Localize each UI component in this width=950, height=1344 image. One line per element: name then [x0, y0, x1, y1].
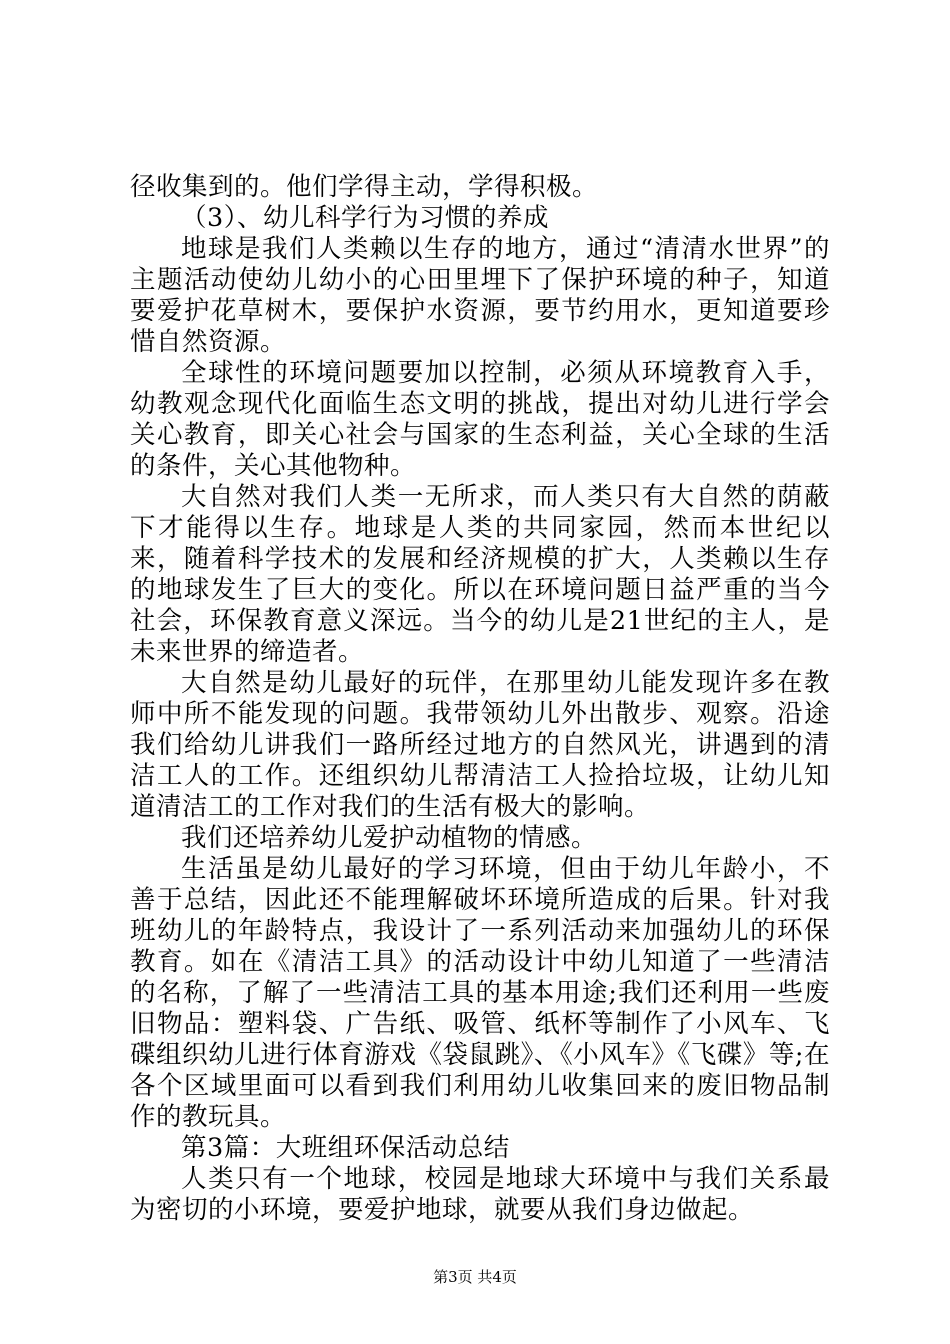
- section-heading: （3）、幼儿科学行为习惯的养成: [181, 203, 549, 233]
- paragraph: 我们还培养幼儿爱护动植物的情感。: [181, 823, 598, 853]
- paragraph: 大自然是幼儿最好的玩伴，在那里幼儿能发现许多在教师中所不能发现的问题。我带领幼儿外出散步、观察。沿途我们给幼儿讲我们一路所经过地方的自然风光，讲遇到的清洁工人的工作。还组织幼儿帮清洁工人捡拾垃圾，让幼儿知道清洁工的工作对我们的生活有极大的影响。: [130, 668, 830, 822]
- paragraph: 全球性的环境问题要加以控制，必须从环境教育入手，幼教观念现代化面临生态文明的挑战，提出对幼儿进行学会关心教育，即关心社会与国家的生态利益，关心全球的生活的条件，关心其他物种。: [130, 358, 830, 481]
- article-heading: 第3篇：大班组环保活动总结: [181, 1133, 510, 1163]
- paragraph: 大自然对我们人类一无所求，而人类只有大自然的荫蔽下才能得以生存。地球是人类的共同家园，然而本世纪以来，随着科学技术的发展和经济规模的扩大，人类赖以生存的地球发生了巨大的变化。所以在环境问题日益严重的当今社会，环保教育意义深远。当今的幼儿是21世纪的主人，是未来世界的缔造者。: [130, 482, 830, 667]
- paragraph: 生活虽是幼儿最好的学习环境，但由于幼儿年龄小，不善于总结，因此还不能理解破坏环境所造成的后果。针对我班幼儿的年龄特点，我设计了一系列活动来加强幼儿的环保教育。如在《清洁工具》的活动设计中幼儿知道了一些清洁的名称，了解了一些清洁工具的基本用途;我们还利用一些废旧物品：塑料袋、广告纸、吸管、纸杯等制作了小风车、飞碟组织幼儿进行体育游戏《袋鼠跳》、《小风车》《飞碟》等;在各个区域里面可以看到我们利用幼儿收集回来的废旧物品制作的教玩具。: [130, 854, 830, 1132]
- page-number-footer: 第3页 共4页: [433, 1268, 517, 1286]
- paragraph: 人类只有一个地球，校园是地球大环境中与我们关系最为密切的小环境，要爱护地球，就要从我们身边做起。: [130, 1164, 830, 1225]
- paragraph: 地球是我们人类赖以生存的地方，通过“清清水世界”的主题活动使幼儿幼小的心田里埋下了保护环境的种子，知道要爱护花草树木，要保护水资源，要节约用水，更知道要珍惜自然资源。: [130, 234, 830, 357]
- paragraph-continuation: 径收集到的。他们学得主动，学得积极。: [130, 172, 599, 202]
- document-body: [130, 172, 830, 1226]
